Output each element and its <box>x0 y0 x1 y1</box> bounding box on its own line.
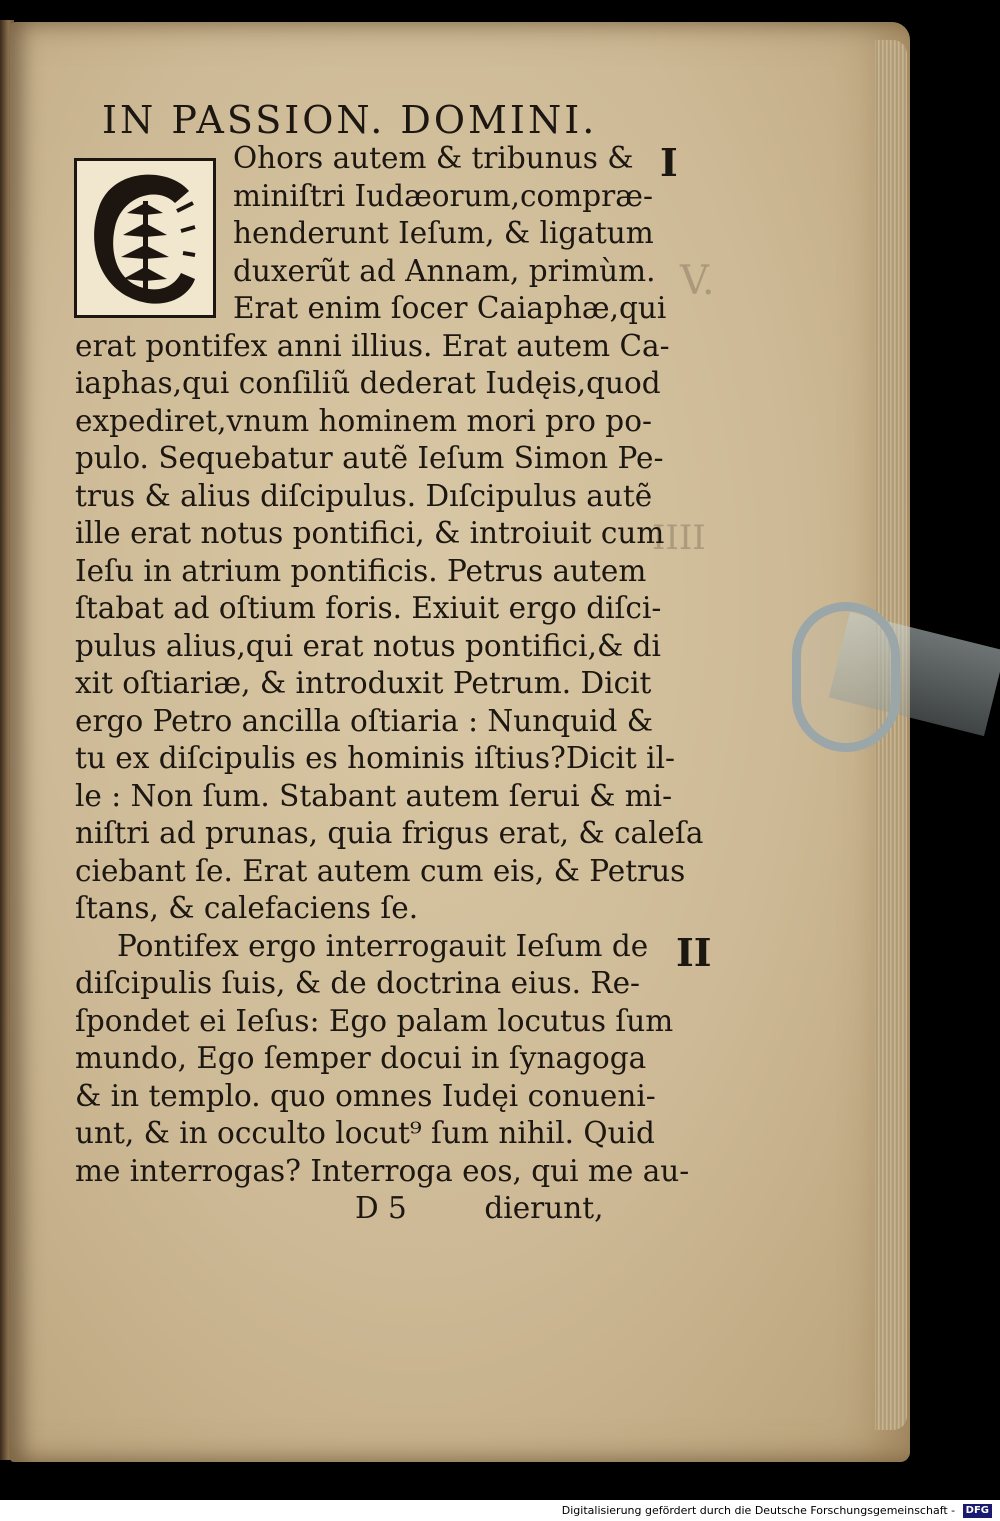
margin-numeral-first: I <box>660 140 678 185</box>
text-line: Pontifex ergo interrogauit Ieſum de <box>117 928 649 963</box>
footer-text: Digitalisierung gefördert durch die Deutsche Forschungsgemeinschaft - <box>561 1504 956 1517</box>
text-line: miniſtri Iudæorum,compræ- <box>233 178 653 213</box>
text-line: ille erat notus pontifici, & introiuit cum <box>75 516 665 550</box>
text-line: Ieſu in atrium pontificis. Petrus autem <box>75 553 647 588</box>
text-line: mundo, Ego ſemper docui in ſynagoga <box>75 1041 647 1075</box>
footer-credit <box>0 1500 1000 1521</box>
text-line: Ohors autem & tribunus & <box>233 141 634 175</box>
text-line: tu ex diſcipulis es hominis iſtius?Dicit il- <box>75 741 675 775</box>
text-line: xit oſtiariæ, & introduxit Petrum. Dicit <box>75 666 652 700</box>
margin-numeral-second: II <box>676 930 712 975</box>
text-line: ergo Petro ancilla oſtiaria : Nunquid & <box>75 703 654 738</box>
signature-mark: D 5 <box>355 1191 407 1225</box>
text-line: le : Non ſum. Stabant autem ſerui & mi- <box>75 778 673 813</box>
dfg-logo: DFG <box>963 1504 992 1518</box>
signature-line <box>75 1190 645 1228</box>
text-line: me interrogas? Interroga eos, qui me au- <box>75 1153 690 1188</box>
text-line: henderunt Ieſum, & ligatum <box>233 216 654 250</box>
text-line: pulo. Sequebatur autẽ Ieſum Simon Pe- <box>75 441 664 475</box>
text-line: trus & alius diſcipulus. Dıſcipulus autẽ <box>75 478 653 513</box>
text-line: pulus alius,qui erat notus pontifici,& di <box>75 628 661 663</box>
catchword: dierunt, <box>484 1191 604 1225</box>
text-line: diſcipulis ſuis, & de doctrina eius. Re- <box>75 966 641 1000</box>
text-line: ſpondet ei Ieſus: Ego palam locutus ſum <box>75 1003 674 1038</box>
text-line: iaphas,qui conſiliũ dederat Iudęis,quod <box>75 366 661 400</box>
book-clip-ring <box>792 602 900 752</box>
text-line: expediret,vnum hominem mori pro po- <box>75 403 652 438</box>
margin-bleedthrough-mid: IIII <box>652 518 706 558</box>
text-line: unt, & in occulto locut⁹ ſum nihil. Quid <box>75 1116 655 1150</box>
text-line: ſtabat ad oſtium foris. Exiuit ergo diſci- <box>75 591 662 625</box>
text-line: ciebant ſe. Erat autem cum eis, & Petrus <box>75 853 686 888</box>
running-head: IN PASSION. DOMINI. <box>102 98 598 142</box>
text-line: Erat enim ſocer Caiaphæ,qui <box>233 291 667 325</box>
text-line: duxerũt ad Annam, primùm. <box>233 253 656 288</box>
text-line: ſtans, & calefaciens ſe. <box>75 891 419 925</box>
margin-bleedthrough-upper: V. <box>680 258 715 304</box>
text-line: erat pontifex anni illius. Erat autem Ca- <box>75 328 670 363</box>
text-line: niſtri ad prunas, quia frigus erat, & caleſa <box>75 816 704 850</box>
text-line: & in templo. quo omnes Iudęi conueni- <box>75 1078 656 1113</box>
